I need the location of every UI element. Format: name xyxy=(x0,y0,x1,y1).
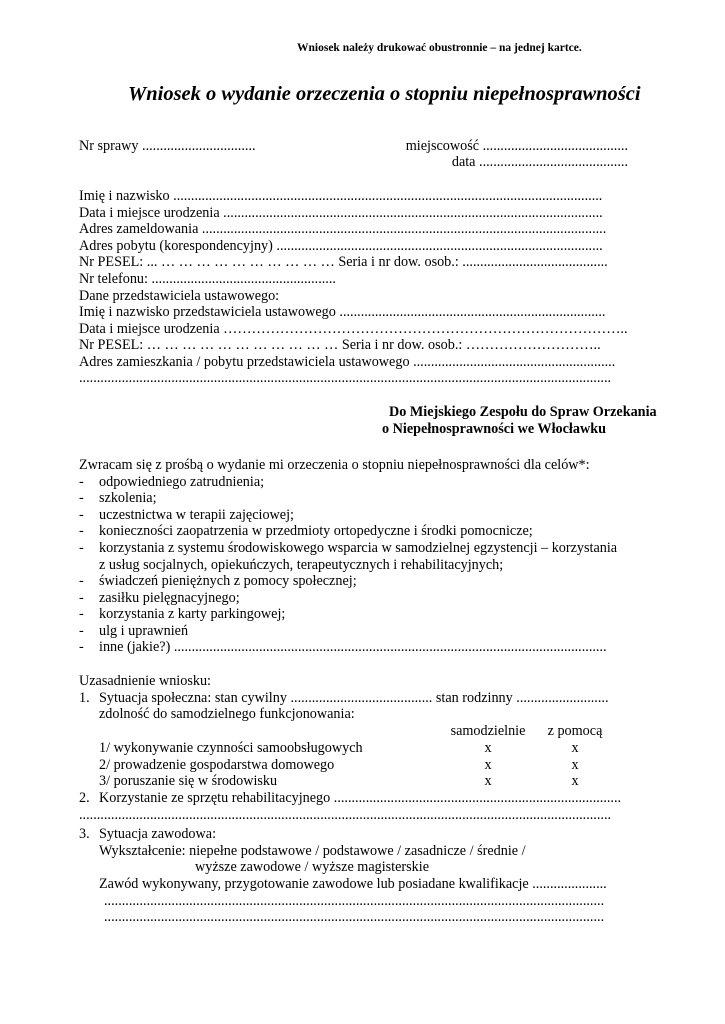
justification-header: Uzasadnienie wniosku: xyxy=(79,673,211,689)
print-note: Wniosek należy drukować obustronnie – na jednej kartce. xyxy=(297,42,582,54)
col-with-help-header: z pomocą xyxy=(547,723,603,739)
case-number-field: Nr sprawy ................................ xyxy=(79,138,256,154)
date-field: data .......................................... xyxy=(451,154,628,170)
education-line-1: Wykształcenie: niepełne podstawowe / podstawowe / zasadnicze / średnie / xyxy=(99,843,526,859)
col-independent-header: samodzielnie xyxy=(450,723,526,739)
list-bullet: - xyxy=(79,606,84,622)
ability-mark-independent: x xyxy=(484,757,492,773)
ability-mark-with-help: x xyxy=(571,757,579,773)
list-bullet: - xyxy=(79,639,84,655)
list-bullet: - xyxy=(79,490,84,506)
profession-line: ............................................................................................................................................. xyxy=(104,909,605,925)
rep-address-field: Adres zamieszkania / pobytu przedstawiciela ustawowego ......................................................... xyxy=(79,354,616,370)
list-bullet: - xyxy=(79,474,84,490)
profession-line: ............................................................................................................................................. xyxy=(104,893,605,909)
purpose-item: korzystania z karty parkingowej; xyxy=(99,606,286,622)
purpose-item: inne (jakie?) .......................................................................................................................... xyxy=(99,639,607,655)
purpose-item: uczestnictwa w terapii zajęciowej; xyxy=(99,507,294,523)
independence-label: zdolność do samodzielnego funkcjonowania: xyxy=(99,706,355,722)
rep-birth-field: Data i miejsce urodzenia ………………………………………………………………………….. xyxy=(79,321,628,337)
ability-mark-with-help: x xyxy=(571,773,579,789)
list-bullet: - xyxy=(79,623,84,639)
phone-field: Nr telefonu: .................................................... xyxy=(79,271,336,287)
purpose-item: szkolenia; xyxy=(99,490,157,506)
purpose-item: konieczności zaopatrzenia w przedmioty ortopedyczne i środki pomocnicze; xyxy=(99,523,533,539)
rep-name-field: Imię i nazwisko przedstawiciela ustawowego ........................................................................... xyxy=(79,304,606,320)
pesel-id-field: Nr PESEL: ... … … … … … … … … … … Seria i nr dow. osob.: ......................................... xyxy=(79,254,608,270)
list-bullet: - xyxy=(79,507,84,523)
equipment-field: Korzystanie ze sprzętu rehabilitacyjnego ................................................................................. xyxy=(99,790,622,806)
equipment-line: ...................................................................................................................................................... xyxy=(79,807,612,823)
section-number: 3. xyxy=(79,826,90,842)
purpose-item: odpowiedniego zatrudnienia; xyxy=(99,474,265,490)
list-bullet: - xyxy=(79,573,84,589)
ability-row-label: 1/ wykonywanie czynności samoobsługowych xyxy=(99,740,363,756)
ability-row-label: 2/ prowadzenie gospodarstwa domowego xyxy=(99,757,335,773)
extra-line: ...................................................................................................................................................... xyxy=(79,370,612,386)
work-situation-label: Sytuacja zawodowa: xyxy=(99,826,217,842)
ability-row-label: 3/ poruszanie się w środowisku xyxy=(99,773,278,789)
purpose-item: zasiłku pielęgnacyjnego; xyxy=(99,590,240,606)
purpose-item-continued: z usług socjalnych, opiekuńczych, terapeutycznych i rehabilitacyjnych; xyxy=(99,557,504,573)
section-number: 2. xyxy=(79,790,90,806)
purpose-item: ulg i uprawnień xyxy=(99,623,189,639)
ability-mark-independent: x xyxy=(484,740,492,756)
ability-mark-independent: x xyxy=(484,773,492,789)
list-bullet: - xyxy=(79,540,84,556)
addressee-line-1: Do Miejskiego Zespołu do Spraw Orzekania xyxy=(389,404,657,420)
mailing-address-field: Adres pobytu (korespondencyjny) ............................................................................................ xyxy=(79,238,603,254)
purpose-item: korzystania z systemu środowiskowego wsparcia w samodzielnej egzystencji – korzystania xyxy=(99,540,618,556)
section-number: 1. xyxy=(79,690,90,706)
purpose-item: świadczeń pieniężnych z pomocy społecznej; xyxy=(99,573,357,589)
list-bullet: - xyxy=(79,523,84,539)
representative-header: Dane przedstawiciela ustawowego: xyxy=(79,288,280,304)
ability-mark-with-help: x xyxy=(571,740,579,756)
page-title: Wniosek o wydanie orzeczenia o stopniu niepełnosprawności xyxy=(128,83,641,105)
place-field: miejscowość ......................................... xyxy=(405,138,628,154)
education-line-2: wyższe zawodowe / wyższe magisterskie xyxy=(195,859,430,875)
registered-address-field: Adres zameldowania .................................................................................................................. xyxy=(79,221,607,237)
social-situation-field: Sytuacja społeczna: stan cywilny ........................................ stan rodzinny .......................... xyxy=(99,690,609,706)
birth-field: Data i miejsce urodzenia ........................................................................................................... xyxy=(79,205,603,221)
rep-pesel-id-field: Nr PESEL: … … … … … … … … … … … Seria i nr dow. osob.: ……………………….. xyxy=(79,337,601,353)
list-bullet: - xyxy=(79,590,84,606)
addressee-line-2: o Niepełnosprawności we Włocławku xyxy=(382,421,606,437)
purposes-intro: Zwracam się z prośbą o wydanie mi orzeczenia o stopniu niepełnosprawności dla celów*: xyxy=(79,457,590,473)
applicant-name-field: Imię i nazwisko ......................................................................................................................... xyxy=(79,188,603,204)
profession-field: Zawód wykonywany, przygotowanie zawodowe lub posiadane kwalifikacje ..................... xyxy=(99,876,607,892)
